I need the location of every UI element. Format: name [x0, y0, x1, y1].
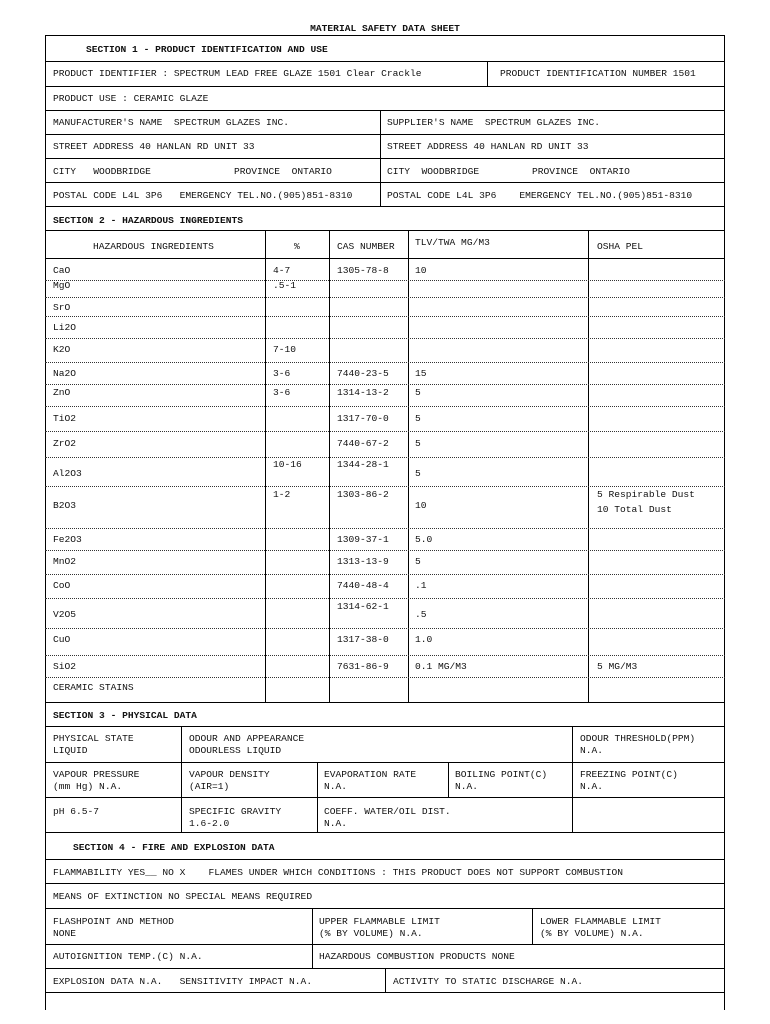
rule — [45, 832, 725, 833]
row-divider — [45, 384, 725, 385]
upper-limit-label: UPPER FLAMMABLE LIMIT — [319, 916, 440, 927]
rule — [45, 726, 725, 727]
rule — [487, 61, 488, 86]
autoignition: AUTOIGNITION TEMP.(C) N.A. — [53, 951, 203, 962]
lower-limit-label: LOWER FLAMMABLE LIMIT — [540, 916, 661, 927]
ingredient-name: MnO2 — [53, 556, 77, 567]
ingredient-tlv: 5.0 — [415, 534, 433, 545]
col-header-osha: OSHA PEL — [597, 241, 644, 252]
rule — [448, 762, 449, 797]
ingredient-name: Na2O — [53, 368, 77, 379]
ingredient-name: CERAMIC STAINS — [53, 682, 134, 693]
extinction: MEANS OF EXTINCTION NO SPECIAL MEANS REQUIRED — [53, 891, 313, 902]
rule — [312, 944, 313, 968]
rule — [312, 908, 313, 944]
manufacturer-postal: POSTAL CODE L4L 3P6 EMERGENCY TEL.NO.(905)851-8310 — [53, 190, 353, 201]
ingredient-tlv: 1.0 — [415, 634, 433, 645]
rule — [329, 230, 330, 702]
ingredient-tlv: 10 — [415, 500, 427, 511]
flashpoint-label: FLASHPOINT AND METHOD — [53, 916, 174, 927]
rule — [45, 797, 725, 798]
freezing-value: N.A. — [580, 781, 604, 792]
ingredient-name: CaO — [53, 265, 71, 276]
ingredient-tlv: 5 — [415, 387, 421, 398]
ingredient-cas: 7440-23-5 — [337, 368, 389, 379]
product-identifier: PRODUCT IDENTIFIER : SPECTRUM LEAD FREE GLAZE 1501 Clear Crackle — [53, 68, 422, 79]
col-header-cas: CAS NUMBER — [337, 241, 395, 252]
rule — [45, 110, 725, 111]
ingredient-name: SiO2 — [53, 661, 77, 672]
ingredient-cas: 1303-86-2 — [337, 489, 389, 500]
flammability: FLAMMABILITY YES__ NO X FLAMES UNDER WHICH CONDITIONS : THIS PRODUCT DOES NOT SUPPORT COMBUSTION — [53, 867, 623, 878]
col-header-ingredient: HAZARDOUS INGREDIENTS — [93, 241, 214, 252]
rule — [181, 726, 182, 832]
ingredient-cas: 7440-67-2 — [337, 438, 389, 449]
rule — [45, 859, 725, 860]
section3-heading: SECTION 3 - PHYSICAL DATA — [53, 710, 197, 721]
ingredient-name: Al2O3 — [53, 468, 82, 479]
ingredient-tlv: 5 — [415, 438, 421, 449]
evaporation-label: EVAPORATION RATE — [324, 769, 417, 780]
odour-value: ODOURLESS LIQUID — [189, 745, 282, 756]
hazardous-combustion-products: HAZARDOUS COMBUSTION PRODUCTS NONE — [319, 951, 515, 962]
rule — [572, 726, 573, 832]
coeff-label: COEFF. WATER/OIL DIST. — [324, 806, 451, 817]
ingredient-name: MgO — [53, 280, 71, 291]
row-divider — [45, 406, 725, 407]
document-title: MATERIAL SAFETY DATA SHEET — [310, 23, 460, 34]
ingredient-percent: 10-16 — [273, 459, 302, 470]
product-id-number: PRODUCT IDENTIFICATION NUMBER 1501 — [500, 68, 696, 79]
ph-value: pH 6.5-7 — [53, 806, 100, 817]
manufacturer-name: MANUFACTURER'S NAME SPECTRUM GLAZES INC. — [53, 117, 290, 128]
ingredient-name: Li2O — [53, 322, 77, 333]
rule — [45, 944, 725, 945]
product-use: PRODUCT USE : CERAMIC GLAZE — [53, 93, 209, 104]
supplier-postal: POSTAL CODE L4L 3P6 EMERGENCY TEL.NO.(905)851-8310 — [387, 190, 693, 201]
ingredient-tlv: 5 — [415, 556, 421, 567]
physical-state-label: PHYSICAL STATE — [53, 733, 134, 744]
section2-heading: SECTION 2 - HAZARDOUS INGREDIENTS — [53, 215, 243, 226]
supplier-city: CITY WOODBRIDGE — [387, 166, 480, 177]
ingredient-cas: 1313-13-9 — [337, 556, 389, 567]
supplier-province: PROVINCE ONTARIO — [532, 166, 630, 177]
rule — [45, 702, 725, 703]
row-divider — [45, 677, 725, 678]
odour-label: ODOUR AND APPEARANCE — [189, 733, 305, 744]
ingredient-percent: 7-10 — [273, 344, 297, 355]
ingredient-tlv: 5 — [415, 468, 421, 479]
boiling-label: BOILING POINT(C) — [455, 769, 548, 780]
ingredient-tlv: 0.1 MG/M3 — [415, 661, 467, 672]
vapour-pressure-value: (mm Hg) N.A. — [53, 781, 123, 792]
rule — [45, 230, 725, 231]
specific-gravity-value: 1.6-2.0 — [189, 818, 230, 829]
ingredient-percent: 4-7 — [273, 265, 291, 276]
col-header-tlv: TLV/TWA MG/M3 — [415, 237, 490, 248]
rule — [45, 206, 725, 207]
ingredient-percent: 3-6 — [273, 387, 291, 398]
supplier-name: SUPPLIER'S NAME SPECTRUM GLAZES INC. — [387, 117, 601, 128]
ingredient-cas: 1309-37-1 — [337, 534, 389, 545]
ingredient-cas: 1317-70-0 — [337, 413, 389, 424]
row-divider — [45, 528, 725, 529]
row-divider — [45, 655, 725, 656]
supplier-street: STREET ADDRESS 40 HANLAN RD UNIT 33 — [387, 141, 589, 152]
specific-gravity-label: SPECIFIC GRAVITY — [189, 806, 282, 817]
vapour-pressure-label: VAPOUR PRESSURE — [53, 769, 140, 780]
section1-heading: SECTION 1 - PRODUCT IDENTIFICATION AND USE — [86, 44, 328, 55]
ingredient-osha: 5 MG/M3 — [597, 661, 638, 672]
rule — [45, 762, 725, 763]
rule — [45, 908, 725, 909]
ingredient-tlv: .5 — [415, 609, 427, 620]
manufacturer-city: CITY WOODBRIDGE — [53, 166, 151, 177]
ingredient-cas: 1314-62-1 — [337, 601, 389, 612]
ingredient-name: Fe2O3 — [53, 534, 82, 545]
row-divider — [45, 362, 725, 363]
section4-heading: SECTION 4 - FIRE AND EXPLOSION DATA — [73, 842, 275, 853]
upper-limit-value: (% BY VOLUME) N.A. — [319, 928, 423, 939]
manufacturer-province: PROVINCE ONTARIO — [234, 166, 332, 177]
explosion-data: EXPLOSION DATA N.A. SENSITIVITY IMPACT N.A. — [53, 976, 313, 987]
rule — [588, 230, 589, 702]
ingredient-percent: 1-2 — [273, 489, 291, 500]
static-discharge: ACTIVITY TO STATIC DISCHARGE N.A. — [393, 976, 583, 987]
ingredient-tlv: .1 — [415, 580, 427, 591]
row-divider — [45, 297, 725, 298]
rule — [45, 35, 725, 36]
row-divider — [45, 280, 725, 281]
ingredient-name: ZrO2 — [53, 438, 77, 449]
rule — [385, 968, 386, 992]
flashpoint-value: NONE — [53, 928, 77, 939]
ingredient-name: ZnO — [53, 387, 71, 398]
vapour-density-value: (AIR=1) — [189, 781, 230, 792]
rule — [45, 992, 725, 993]
row-divider — [45, 486, 725, 487]
ingredient-cas: 1305-78-8 — [337, 265, 389, 276]
rule — [265, 230, 266, 702]
row-divider — [45, 457, 725, 458]
ingredient-tlv: 10 — [415, 265, 427, 276]
ingredient-tlv: 15 — [415, 368, 427, 379]
coeff-value: N.A. — [324, 818, 348, 829]
rule — [45, 158, 725, 159]
vapour-density-label: VAPOUR DENSITY — [189, 769, 270, 780]
rule — [532, 908, 533, 944]
ingredient-cas: 7440-48-4 — [337, 580, 389, 591]
ingredient-percent: 3-6 — [273, 368, 291, 379]
ingredient-percent: .5-1 — [273, 280, 297, 291]
ingredient-osha: 5 Respirable Dust — [597, 489, 695, 500]
rule — [45, 258, 725, 259]
ingredient-name: V2O5 — [53, 609, 77, 620]
manufacturer-street: STREET ADDRESS 40 HANLAN RD UNIT 33 — [53, 141, 255, 152]
row-divider — [45, 574, 725, 575]
rule — [45, 134, 725, 135]
rule — [45, 883, 725, 884]
ingredient-name: B2O3 — [53, 500, 77, 511]
row-divider — [45, 550, 725, 551]
rule — [45, 86, 725, 87]
ingredient-cas: 1344-28-1 — [337, 459, 389, 470]
lower-limit-value: (% BY VOLUME) N.A. — [540, 928, 644, 939]
physical-state-value: LIQUID — [53, 745, 88, 756]
row-divider — [45, 338, 725, 339]
rule — [408, 230, 409, 702]
ingredient-cas: 7631-86-9 — [337, 661, 389, 672]
col-header-percent: % — [294, 241, 300, 252]
row-divider — [45, 316, 725, 317]
rule — [45, 61, 725, 62]
freezing-label: FREEZING POINT(C) — [580, 769, 678, 780]
rule — [45, 182, 725, 183]
ingredient-name: K2O — [53, 344, 71, 355]
odour-threshold-label: ODOUR THRESHOLD(PPM) — [580, 733, 696, 744]
boiling-value: N.A. — [455, 781, 479, 792]
odour-threshold-value: N.A. — [580, 745, 604, 756]
row-divider — [45, 598, 725, 599]
ingredient-name: CoO — [53, 580, 71, 591]
ingredient-name: SrO — [53, 302, 71, 313]
ingredient-name: CuO — [53, 634, 71, 645]
ingredient-cas: 1314-13-2 — [337, 387, 389, 398]
ingredient-name: TiO2 — [53, 413, 77, 424]
evaporation-value: N.A. — [324, 781, 348, 792]
ingredient-cas: 1317-38-0 — [337, 634, 389, 645]
ingredient-tlv: 5 — [415, 413, 421, 424]
ingredient-osha-2: 10 Total Dust — [597, 504, 672, 515]
row-divider — [45, 431, 725, 432]
row-divider — [45, 628, 725, 629]
